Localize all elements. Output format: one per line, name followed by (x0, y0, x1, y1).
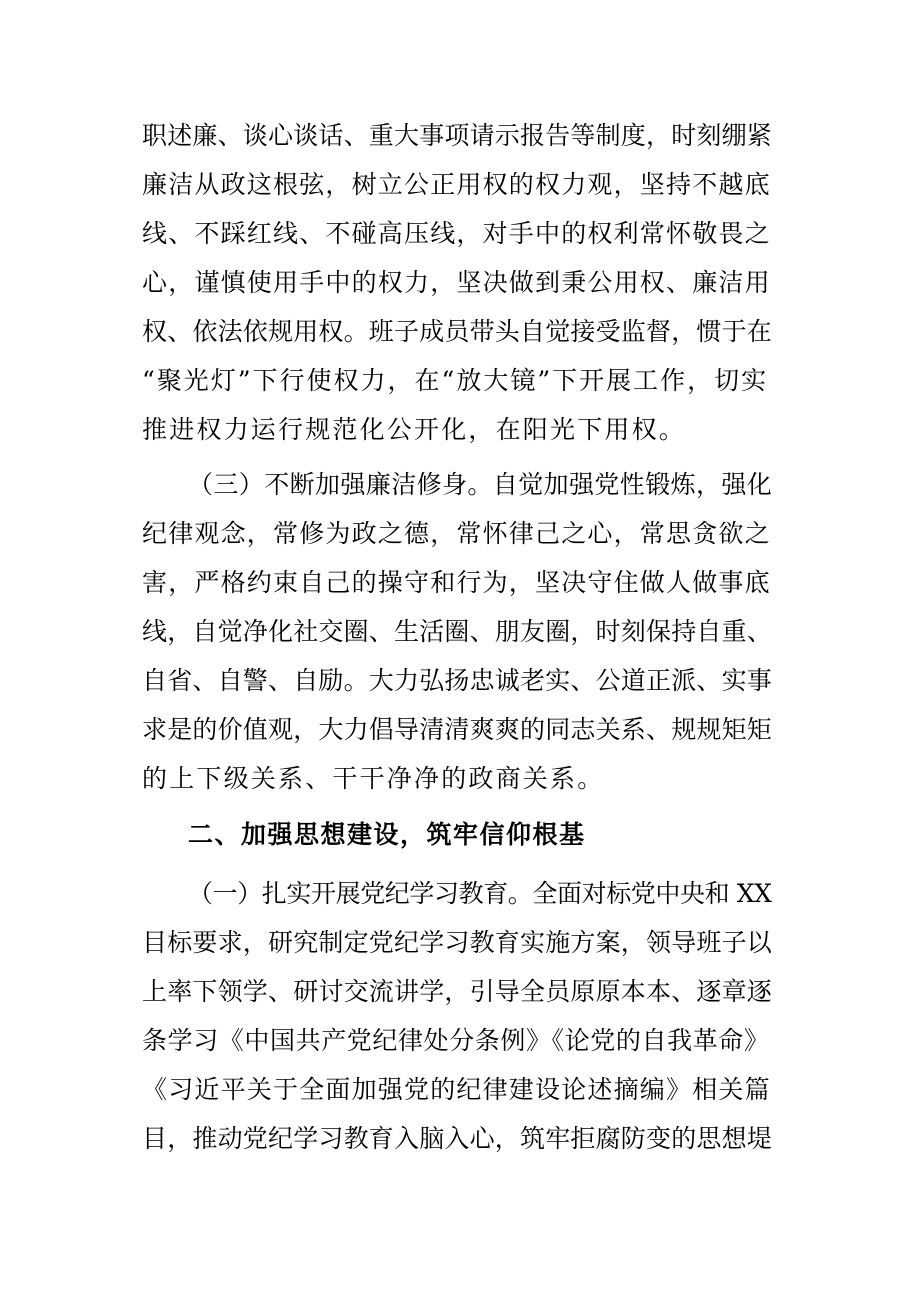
text-line: 权、依法依规用权。班子成员带头自觉接受监督，惯于在 (142, 317, 773, 346)
section-heading: 二、加强思想建设，筑牢信仰根基 (188, 820, 586, 849)
text-line: 纪律观念，常修为政之德，常怀律己之心，常思贪欲之 (142, 519, 771, 548)
text-line: 自省、自警、自励。大力弘扬忠诚老实、公道正派、实事 (142, 666, 773, 695)
text-line: 线、不踩红线、不碰高压线，对手中的权利常怀敬畏之 (142, 219, 771, 248)
text-line: 上率下领学、研讨交流讲学，引导全员原原本本、逐章逐 (142, 977, 773, 1006)
text-line: “聚光灯”下行使权力，在“放大镜”下开展工作，切实 (142, 366, 769, 395)
text-line: 线，自觉净化社交圈、生活圈、朋友圈，时刻保持自重、 (142, 617, 773, 646)
text-line: 目，推动党纪学习教育入脑入心，筑牢拒腐防变的思想堤 (142, 1124, 773, 1153)
text-line: 的上下级关系、干干净净的政商关系。 (142, 764, 605, 793)
text-line: 条学习《中国共产党纪律处分条例》《论党的自我革命》 (142, 1026, 770, 1055)
text-line: （三）不断加强廉洁修身。自觉加强党性锻炼，强化 (188, 470, 773, 499)
text-line: 害，严格约束自己的操守和行为，坚决守住做人做事底 (142, 568, 771, 597)
text-line: （一）扎实开展党纪学习教育。全面对标党中央和 XX (188, 879, 772, 908)
text-line: 心，谨慎使用手中的权力，坚决做到秉公用权、廉洁用 (142, 268, 771, 297)
text-line: 求是的价值观，大力倡导清清爽爽的同志关系、规规矩矩 (142, 715, 773, 744)
text-line: 推进权力运行规范化公开化，在阳光下用权。 (142, 415, 687, 444)
text-line: 廉洁从政这根弦，树立公正用权的权力观，坚持不越底 (142, 170, 771, 199)
text-line: 目标要求，研究制定党纪学习教育实施方案，领导班子以 (142, 928, 773, 957)
text-line: 职述廉、谈心谈话、重大事项请示报告等制度，时刻绷紧 (142, 121, 773, 150)
text-line: 《习近平关于全面加强党的纪律建设论述摘编》相关篇 (142, 1075, 771, 1104)
